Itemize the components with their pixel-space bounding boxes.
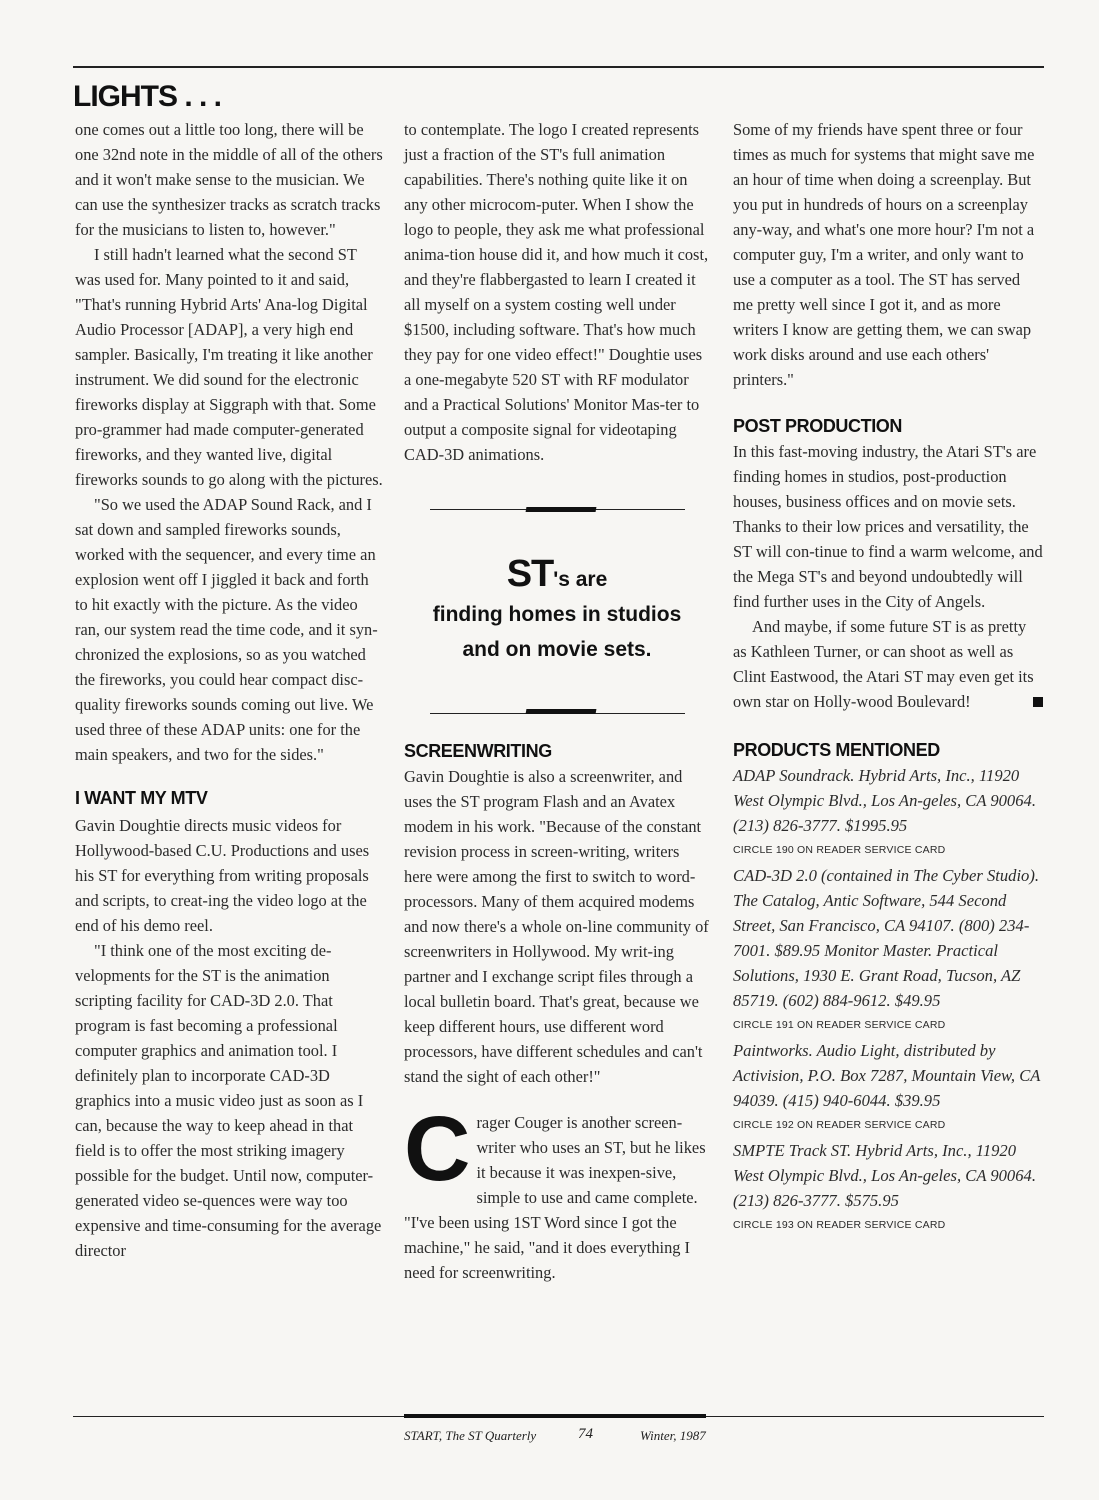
page-number: 74 xyxy=(578,1426,593,1442)
product-entry: ADAP Soundrack. Hybrid Arts, Inc., 11920 West Olympic Blvd., Los An-geles, CA 90064. (213) 826-3777. $1995.95 xyxy=(733,766,1036,835)
paragraph: I still hadn't learned what the second ST was used for. Many pointed to it and said, "That's running Hybrid Arts' Ana-log Digital Audio Processor [ADAP], a very high end sampler. Basically, I'm treating it like another instrument. We did sound for the electronic fireworks display at Siggraph with that. Some pro-grammer had made computer-generated fireworks, and they wanted live, digital fireworks sounds to go along with the pictures. xyxy=(75,245,383,489)
section-title: LIGHTS . . . xyxy=(73,80,222,113)
reader-service-note: CIRCLE 190 ON READER SERVICE CARD xyxy=(733,844,946,856)
pull-quote-text xyxy=(404,553,710,667)
column-1 xyxy=(75,117,383,1263)
paragraph: one comes out a little too long, there will be one 32nd note in the middle of all of the others and it won't make sense to the musician. We can use the synthesizer tracks as scratch tracks for the musicians to listen to, however." xyxy=(75,120,383,239)
paragraph: Some of my friends have spent three or four times as much for systems that might save me an hour of time when doing a screenplay. But you put in hundreds of hours on a screenplay any-way, and what's one more hour? I'm not a computer guy, I'm a writer, and only want to use a computer as a tool. The ST has served me pretty well since I got it, and as more writers I know are getting them, we can swap work disks around and use each others' printers." xyxy=(733,120,1035,389)
product-entry: SMPTE Track ST. Hybrid Arts, Inc., 11920 West Olympic Blvd., Los An-geles, CA 90064. (213) 826-3777. $575.95 xyxy=(733,1141,1036,1210)
bottom-rule-bar xyxy=(404,1414,706,1418)
subheading-mtv: I WANT MY MTV xyxy=(75,788,208,808)
drop-cap: C xyxy=(404,1098,471,1200)
subheading-post-production: POST PRODUCTION xyxy=(733,416,903,436)
paragraph: In this fast-moving industry, the Atari ST's are finding homes in studios, post-production houses, business offices and on movie sets. Thanks to their low prices and versatility, the ST will con-tinue to find a warm welcome, and the Mega ST's and beyond undoubtedly will find further uses in the City of Angels. xyxy=(733,442,1043,611)
drop-cap-text: rager Couger is another screen-writer who uses an ST, but he likes it because it was inexpen-sive, simple to use and came complete. "I've been using 1ST Word since I got the machine," he said, "and it does everything I need for screenwriting. xyxy=(404,1113,706,1282)
reader-service-note: CIRCLE 192 ON READER SERVICE CARD xyxy=(733,1119,946,1131)
end-mark-icon xyxy=(1033,697,1043,707)
paragraph xyxy=(404,1098,710,1285)
paragraph: "So we used the ADAP Sound Rack, and I sat down and sampled fireworks sounds, worked with the sequencer, and every time an explosion went off I jiggled it back and forth to hit exactly with the picture. As the video ran, our system read the time code, and it syn-chronized the explosions, so as you watched the fireworks, you could hear compact disc-quality fireworks sounds coming out live. We used three of these ADAP units: one for the main speakers, and two for the sides." xyxy=(75,495,378,764)
pull-quote-line1: 's are xyxy=(553,568,608,591)
pull-quote-line3: and on movie sets. xyxy=(462,638,652,661)
magazine-name: START, The ST Quarterly xyxy=(404,1428,537,1443)
pull-quote-bottom-bar xyxy=(526,709,597,714)
product-entry: CAD-3D 2.0 (contained in The Cyber Studio). The Catalog, Antic Software, 544 Second Street, San Francisco, CA 94107. (800) 234-7001. $89.95 Monitor Master. Practical Solutions, 1930 E. Grant Road, Tucson, AZ 85719. (602) 884-9612. $49.95 xyxy=(733,866,1040,1010)
paragraph xyxy=(733,614,1043,714)
paragraph: Gavin Doughtie directs music videos for Hollywood-based C.U. Productions and uses his ST for everything from writing proposals and scripts, to creat-ing the video logo at the end of his demo reel. xyxy=(75,816,370,935)
pull-quote xyxy=(404,509,710,719)
pull-quote-line2: finding homes in studios xyxy=(432,603,682,626)
pull-quote-big: ST xyxy=(506,553,554,595)
column-2 xyxy=(404,117,710,1285)
paragraph: "I think one of the most exciting de-velopments for the ST is the animation scripting facility for CAD-3D 2.0. That program is fast becoming a professional computer graphics and animation tool. I definitely plan to incorporate CAD-3D graphics into a music video just as soon as I can, because the way to keep ahead in that field is to offer the most striking imagery possible for the budget. Until now, computer-generated video se-quences were way too expensive and time-consuming for the average director xyxy=(75,941,382,1260)
issue-date: Winter, 1987 xyxy=(640,1428,706,1443)
pull-quote-top-bar xyxy=(526,507,597,512)
reader-service-note: CIRCLE 193 ON READER SERVICE CARD xyxy=(733,1219,946,1231)
subheading-screenwriting: SCREENWRITING xyxy=(404,741,552,761)
top-rule xyxy=(73,66,1044,68)
subheading-products-mentioned: PRODUCTS MENTIONED xyxy=(733,740,940,760)
paragraph-text: And maybe, if some future ST is as pretty as Kathleen Turner, or can shoot as well as Clint Eastwood, the Atari ST may even get its own star on Holly-wood Boulevard! xyxy=(733,617,1034,711)
reader-service-note: CIRCLE 191 ON READER SERVICE CARD xyxy=(733,1019,946,1031)
product-entry: Paintworks. Audio Light, distributed by Activision, P.O. Box 7287, Mountain View, CA 94039. (415) 940-6044. $39.95 xyxy=(733,1041,1041,1110)
column-3 xyxy=(733,117,1043,1238)
paragraph: Gavin Doughtie is also a screenwriter, and uses the ST program Flash and an Avatex modem in his work. "Because of the constant revision process in screen-writing, writers here were among the first to switch to word-processors. Many of them acquired modems and now there's a whole on-line community of screenwriters in Hollywood. My writ-ing partner and I exchange script files through a local bulletin board. That's great, because we keep different hours, use different word processors, have different schedules and can't stand the sight of each other!" xyxy=(404,767,709,1086)
paragraph: to contemplate. The logo I created represents just a fraction of the ST's full animation capabilities. There's nothing quite like it on any other microcom-puter. When I show the logo to people, they ask me what professional anima-tion house did it, and how much it cost, and they're flabbergasted to learn I created it all myself on a system costing well under $1500, including software. That's how much they pay for one video effect!" Doughtie uses a one-megabyte 520 ST with RF modulator and a Practical Solutions' Monitor Mas-ter to output a composite signal for videotaping CAD-3D animations. xyxy=(404,120,709,464)
